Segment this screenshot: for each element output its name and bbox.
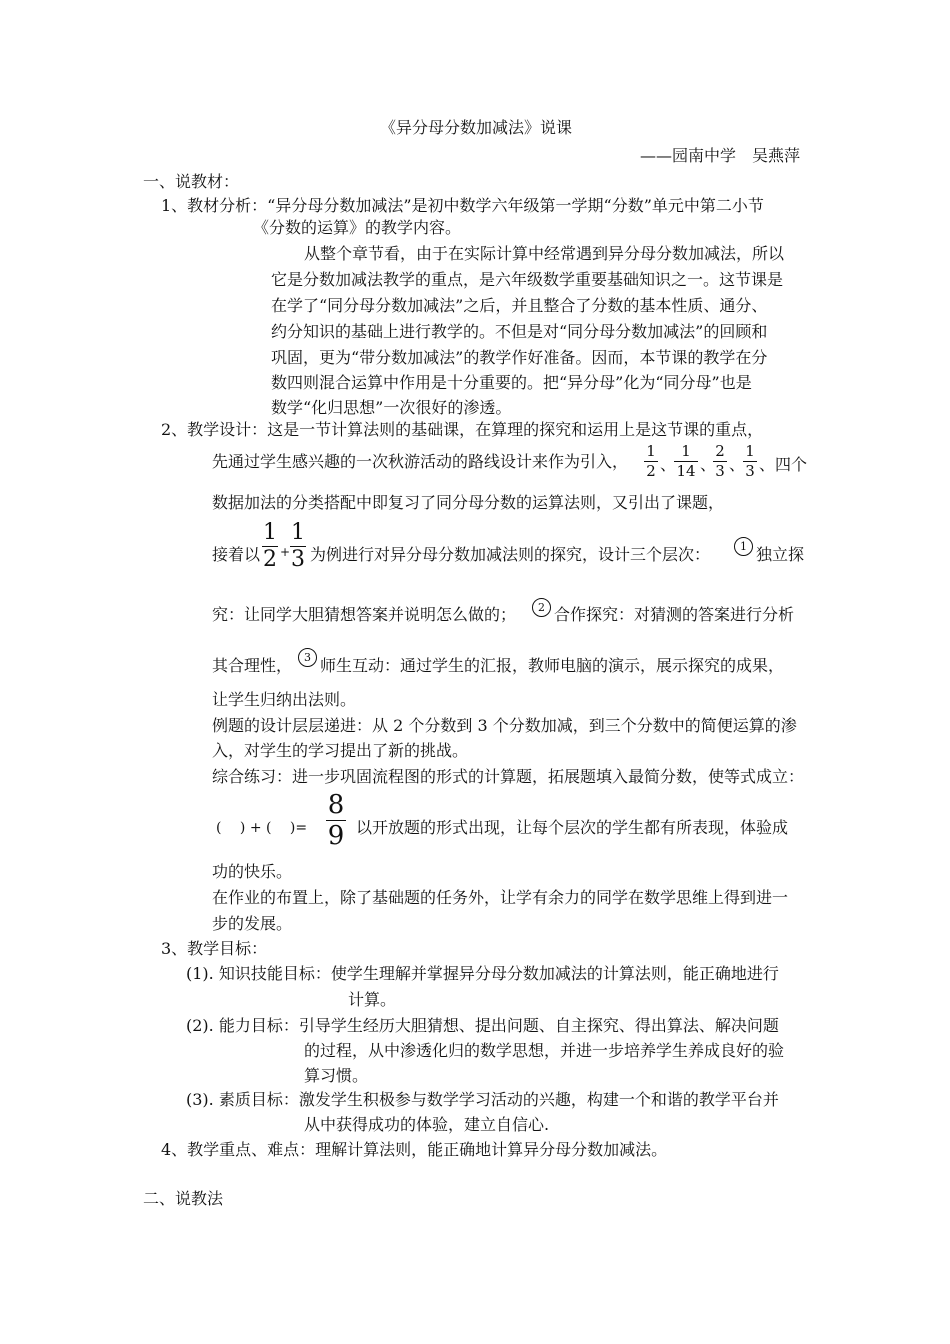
item2-line4-start: 接着以: [212, 545, 261, 564]
fraction: [262, 522, 278, 571]
author-line: ——园南中学 吴燕萍: [640, 146, 801, 165]
item3-heading: 3、教学目标：: [161, 939, 268, 958]
item2-line4-mid: 为例进行对异分母分数加减法则的探究，设计三个层次：: [310, 545, 711, 564]
separator: 、: [660, 455, 677, 474]
goal3-line1: (3). 素质目标：激发学生积极参与数学学习活动的兴趣，构建一个和谐的教学平台并: [186, 1090, 779, 1109]
item2-line2: 先通过学生感兴趣的一次秋游活动的路线设计来作为引入，: [212, 452, 629, 471]
fraction: [713, 444, 727, 479]
item2-line3: 数据加法的分类搭配中即复习了同分母分数的运算法则，又引出了课题，: [212, 493, 725, 512]
item1-para-line: 数学“化归思想”一次很好的渗透。: [271, 398, 512, 417]
separator: 、: [700, 455, 717, 474]
fraction: [674, 444, 698, 479]
item2-line1: 2、教学设计：这是一节计算法则的基础课，在算理的探究和运用上是这节课的重点，: [161, 420, 764, 439]
page-title: 《异分母分数加减法》说课: [380, 118, 573, 137]
fraction: [290, 522, 306, 571]
goal1-line2: 计算。: [348, 990, 397, 1009]
item2-line5-end: 合作探究：对猜测的答案进行分析: [554, 605, 795, 624]
numerator: 1: [291, 520, 305, 545]
denominator: 2: [263, 547, 277, 572]
denominator: 3: [291, 547, 305, 572]
denominator: 3: [745, 462, 755, 480]
circled-number-1: 1: [734, 537, 753, 556]
separator: 、: [729, 455, 746, 474]
item1-line2: 《分数的运算》的教学内容。: [253, 218, 462, 237]
denominator: 9: [327, 821, 345, 851]
item1-para-line: 从整个章节看，由于在实际计算中经常遇到异分母分数加减法，所以: [304, 244, 785, 263]
fraction: [743, 444, 757, 479]
item2-line6-start: 其合理性，: [212, 656, 293, 675]
item1-para-line: 在学了“同分母分数加减法”之后，并且整合了分数的基本性质、通分、: [271, 296, 768, 315]
item2-line9: 入，对学生的学习提出了新的挑战。: [212, 741, 469, 760]
item2-line11-end: 以开放题的形式出现，让每个层次的学生都有所表现，体验成: [356, 818, 789, 837]
numerator: 2: [715, 442, 725, 460]
numerator: 1: [681, 442, 691, 460]
denominator: 14: [676, 462, 696, 480]
section-heading-2: 二、说教法: [143, 1189, 224, 1208]
item2-line4-end: 独立探: [756, 545, 805, 564]
circled-number-3: 3: [298, 648, 317, 667]
numerator: 1: [646, 442, 656, 460]
numerator: 1: [263, 520, 277, 545]
goal2-line2: 的过程，从中渗透化归的数学思想，并进一步培养学生养成良好的验: [304, 1041, 785, 1060]
item2-line7: 让学生归纳出法则。: [212, 690, 357, 709]
denominator: 3: [715, 462, 725, 480]
item2-line13: 在作业的布置上，除了基础题的任务外，让学有余力的同学在数学思维上得到进一: [212, 888, 789, 907]
denominator: 2: [646, 462, 656, 480]
item1-para-line: 巩固，更为“带分数加减法”的教学作好准备。因而，本节课的教学在分: [271, 348, 768, 367]
item1-line1: 1、教材分析：“异分母分数加减法”是初中数学六年级第一学期“分数”单元中第二小节: [161, 196, 764, 215]
item2-line8: 例题的设计层层递进：从 2 个分数到 3 个分数加减，到三个分数中的简便运算的渗: [212, 716, 797, 735]
fraction: [644, 444, 658, 479]
equation-blanks: ( ) + ( )=: [216, 820, 308, 836]
item2-line2-end: 、四个: [759, 455, 808, 474]
numerator: 1: [745, 442, 755, 460]
item2-line5-start: 究：让同学大胆猜想答案并说明怎么做的；: [212, 605, 517, 624]
section-heading-1: 一、说教材：: [143, 172, 240, 191]
fraction: [326, 792, 346, 849]
goal3-line2: 从中获得成功的体验，建立自信心.: [304, 1115, 550, 1134]
numerator: 8: [327, 790, 345, 820]
goal2-line3: 算习惯。: [304, 1066, 369, 1085]
goal1-line1: (1). 知识技能目标：使学生理解并掌握异分母分数加减法的计算法则，能正确地进行: [186, 964, 779, 983]
item2-line12: 功的快乐。: [212, 862, 293, 881]
item1-para-line: 数四则混合运算中作用是十分重要的。把“异分母”化为“同分母”也是: [271, 373, 752, 392]
item1-para-line: 约分知识的基础上进行教学的。不但是对“同分母分数加减法”的回顾和: [271, 322, 768, 341]
item2-line6-end: 师生互动：通过学生的汇报，教师电脑的演示，展示探究的成果，: [320, 656, 785, 675]
circled-number-2: 2: [532, 598, 551, 617]
plus-sign: +: [280, 545, 291, 559]
goal2-line1: (2). 能力目标：引导学生经历大胆猜想、提出问题、自主探究、得出算法、解决问题: [186, 1016, 779, 1035]
item2-line14: 步的发展。: [212, 914, 293, 933]
item4-line: 4、教学重点、难点：理解计算法则，能正确地计算异分母分数加减法。: [161, 1140, 668, 1159]
item2-line10: 综合练习：进一步巩固流程图的形式的计算题，拓展题填入最简分数，使等式成立：: [212, 767, 805, 786]
item1-para-line: 它是分数加减法教学的重点，是六年级数学重要基础知识之一。这节课是: [271, 270, 784, 289]
